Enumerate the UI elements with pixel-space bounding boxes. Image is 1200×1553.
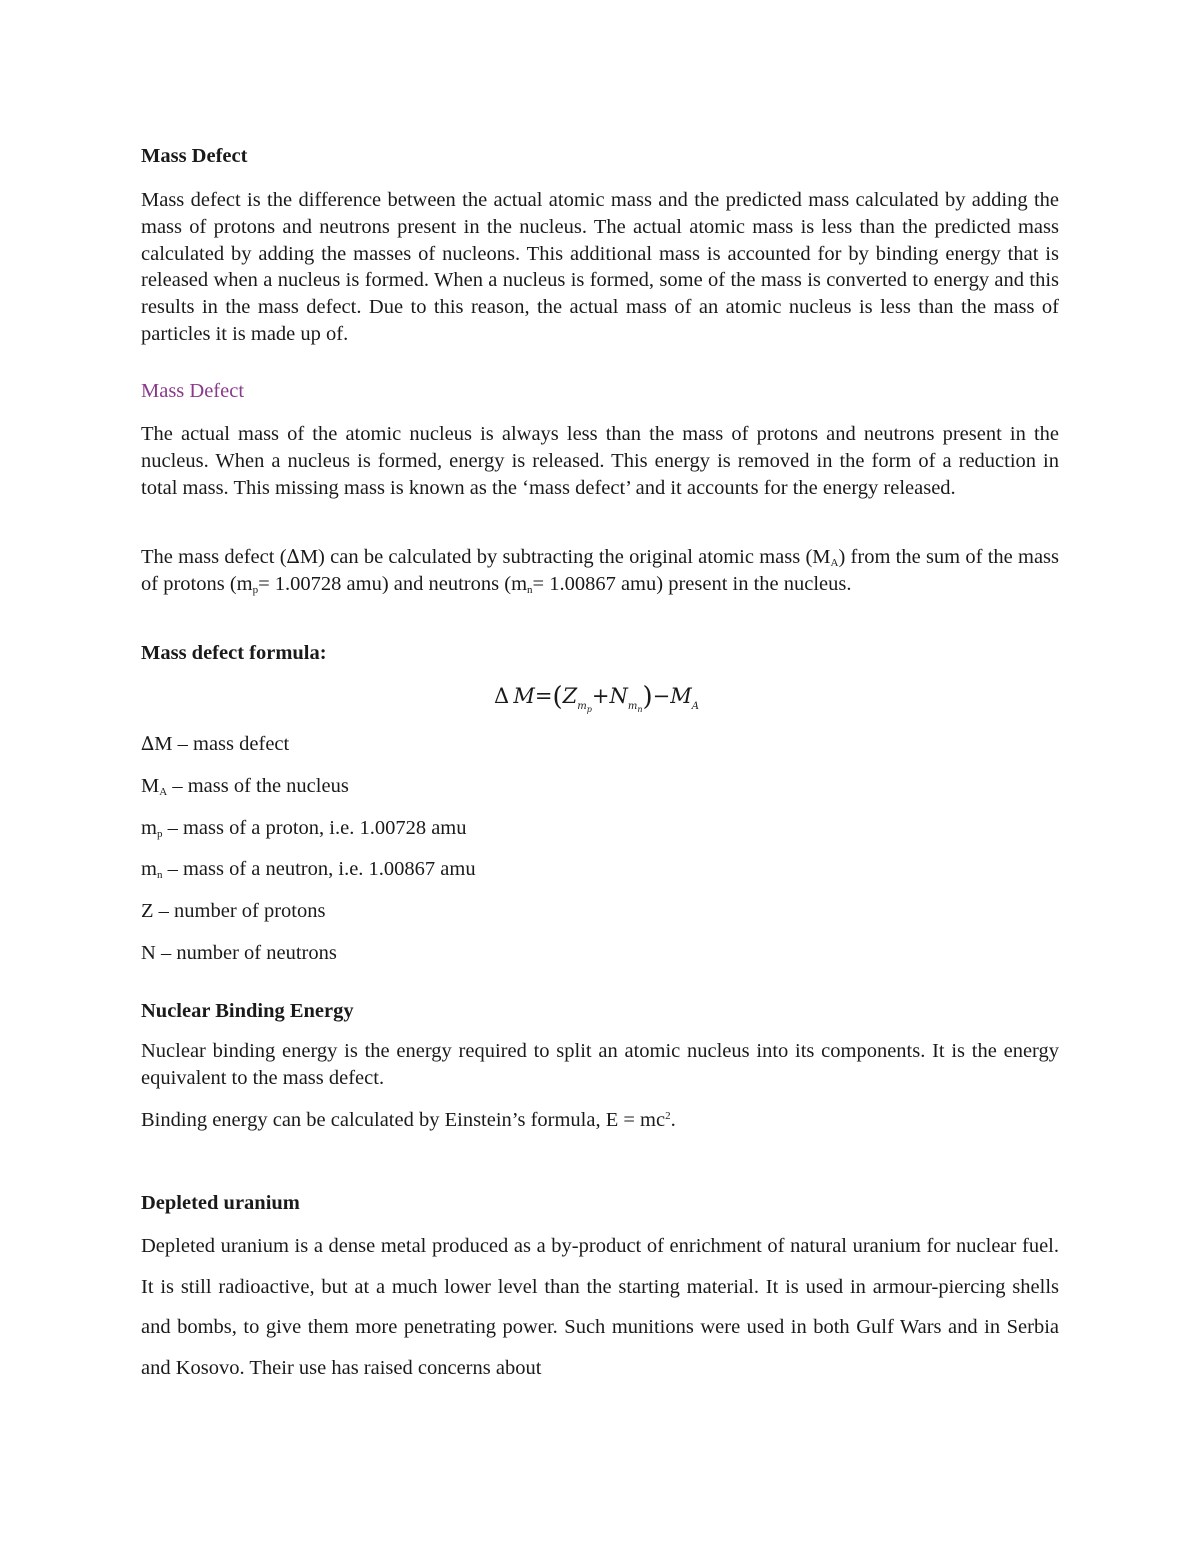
paragraph-binding-energy: Nuclear binding energy is the energy required to split an atomic nucleus into its components. It is the energy equivalent to the mass defect.: [141, 1040, 1059, 1089]
def-sub: n: [156, 869, 163, 882]
delta-symbol: ∆: [286, 546, 300, 568]
formula-left-paren: (: [552, 682, 563, 712]
def-term: m: [141, 858, 157, 881]
definition-mn: [141, 856, 1059, 883]
definition-ma: [141, 773, 1059, 800]
formula-sub-mn: [628, 701, 643, 712]
formula-sub-a: A: [691, 701, 699, 712]
formula-plus: +: [591, 684, 610, 708]
paragraph-mass-defect-intro: Mass defect is the difference between the actual atomic mass and the predicted mass calculated by adding the mass of protons and neutrons present in the nucleus. The actual atomic mass is less than the predicted mass calculated by adding the masses of nucleons. This additional mass is accounted for by binding energy that is released when a nucleus is formed. When a nucleus is formed, some of the mass is converted to energy and this results in the mass defect. Due to this reason, the actual mass of an atomic nucleus is less than the mass of particles it is made up of.: [141, 189, 1059, 345]
calc-text-b: M) can be calculated by subtracting the original atomic mass (M: [299, 546, 831, 568]
def-symbol: ∆: [141, 733, 155, 755]
formula-right-paren: ): [642, 682, 653, 712]
def-text: – number of protons: [153, 900, 326, 923]
def-term: M: [154, 733, 173, 755]
paragraph-mass-defect-calculation: [141, 544, 1059, 598]
paragraph-einstein-formula: [141, 1107, 1059, 1134]
formula-minus: −: [652, 684, 671, 708]
calc-text-a: The mass defect (: [141, 546, 287, 568]
formula-z: Z: [562, 684, 578, 708]
formula-sub-p: p: [586, 705, 592, 714]
calc-text-e: = 1.00867 amu) present in the nucleus.: [532, 572, 852, 595]
formula-sub-mp: [577, 701, 592, 712]
def-term: N: [141, 941, 156, 964]
calc-sub-n: n: [527, 583, 533, 596]
formula-sub-m2: m: [627, 701, 638, 712]
def-term: m: [141, 816, 157, 839]
definition-z: [141, 898, 1059, 925]
heading-mass-defect-formula: Mass defect formula:: [141, 642, 327, 664]
def-text: – mass of a proton, i.e. 1.00728 amu: [162, 816, 467, 839]
def-text: – number of neutrons: [155, 941, 337, 964]
def-term: Z: [141, 900, 154, 923]
einstein-end: .: [670, 1109, 676, 1131]
heading-depleted-uranium: Depleted uranium: [141, 1192, 300, 1214]
calc-text-d: = 1.00728 amu) and neutrons (m: [258, 572, 528, 595]
formula-n: N: [609, 684, 628, 708]
einstein-superscript: 2: [665, 1110, 671, 1122]
def-sub: p: [156, 827, 163, 840]
definitions-list: [141, 731, 1059, 967]
def-text: – mass defect: [172, 733, 290, 755]
definition-mp: [141, 815, 1059, 842]
paragraph-depleted-uranium: Depleted uranium is a dense metal produced as a by-product of enrichment of natural uranium for nuclear fuel. It is still radioactive, but at a much lower level than the starting material. It is used in armour-piercing shells and bombs, to give them more penetrating power. Such munitions were used in both Gulf Wars and in Serbia and Kosovo. Their use has raised concerns about: [141, 1235, 1059, 1380]
calc-sub-p: p: [252, 583, 259, 596]
definition-delta-m: [141, 731, 1059, 758]
formula-sub-n: n: [637, 705, 643, 714]
formula-equals: =: [534, 684, 553, 708]
def-text: – mass of the nucleus: [167, 774, 349, 797]
calc-text-c: ) from the sum of the mass of protons (m: [141, 546, 1059, 595]
definition-n: [141, 940, 1059, 967]
mass-defect-formula: [494, 681, 699, 712]
formula-ma: M: [670, 684, 692, 708]
paragraph-mass-defect-detail: The actual mass of the atomic nucleus is always less than the mass of protons and neutrons present in the nucleus. When a nucleus is formed, energy is released. This energy is removed in the form of a reduction in total mass. This missing mass is known as the ‘mass defect’ and it accounts for the energy released.: [141, 423, 1059, 499]
formula-delta: Δ: [494, 684, 510, 708]
def-text: – mass of a neutron, i.e. 1.00867 amu: [162, 858, 476, 881]
heading-nuclear-binding-energy: Nuclear Binding Energy: [141, 1000, 354, 1022]
formula-sub-m1: m: [577, 701, 587, 712]
subheading-mass-defect: Mass Defect: [141, 380, 245, 402]
def-term: M: [141, 774, 160, 797]
formula-m: M: [513, 684, 535, 708]
einstein-text: Binding energy can be calculated by Einstein’s formula, E = mc: [141, 1109, 666, 1131]
calc-sub-a: A: [830, 557, 839, 569]
heading-mass-defect: Mass Defect: [141, 145, 248, 167]
def-sub: A: [159, 785, 168, 798]
